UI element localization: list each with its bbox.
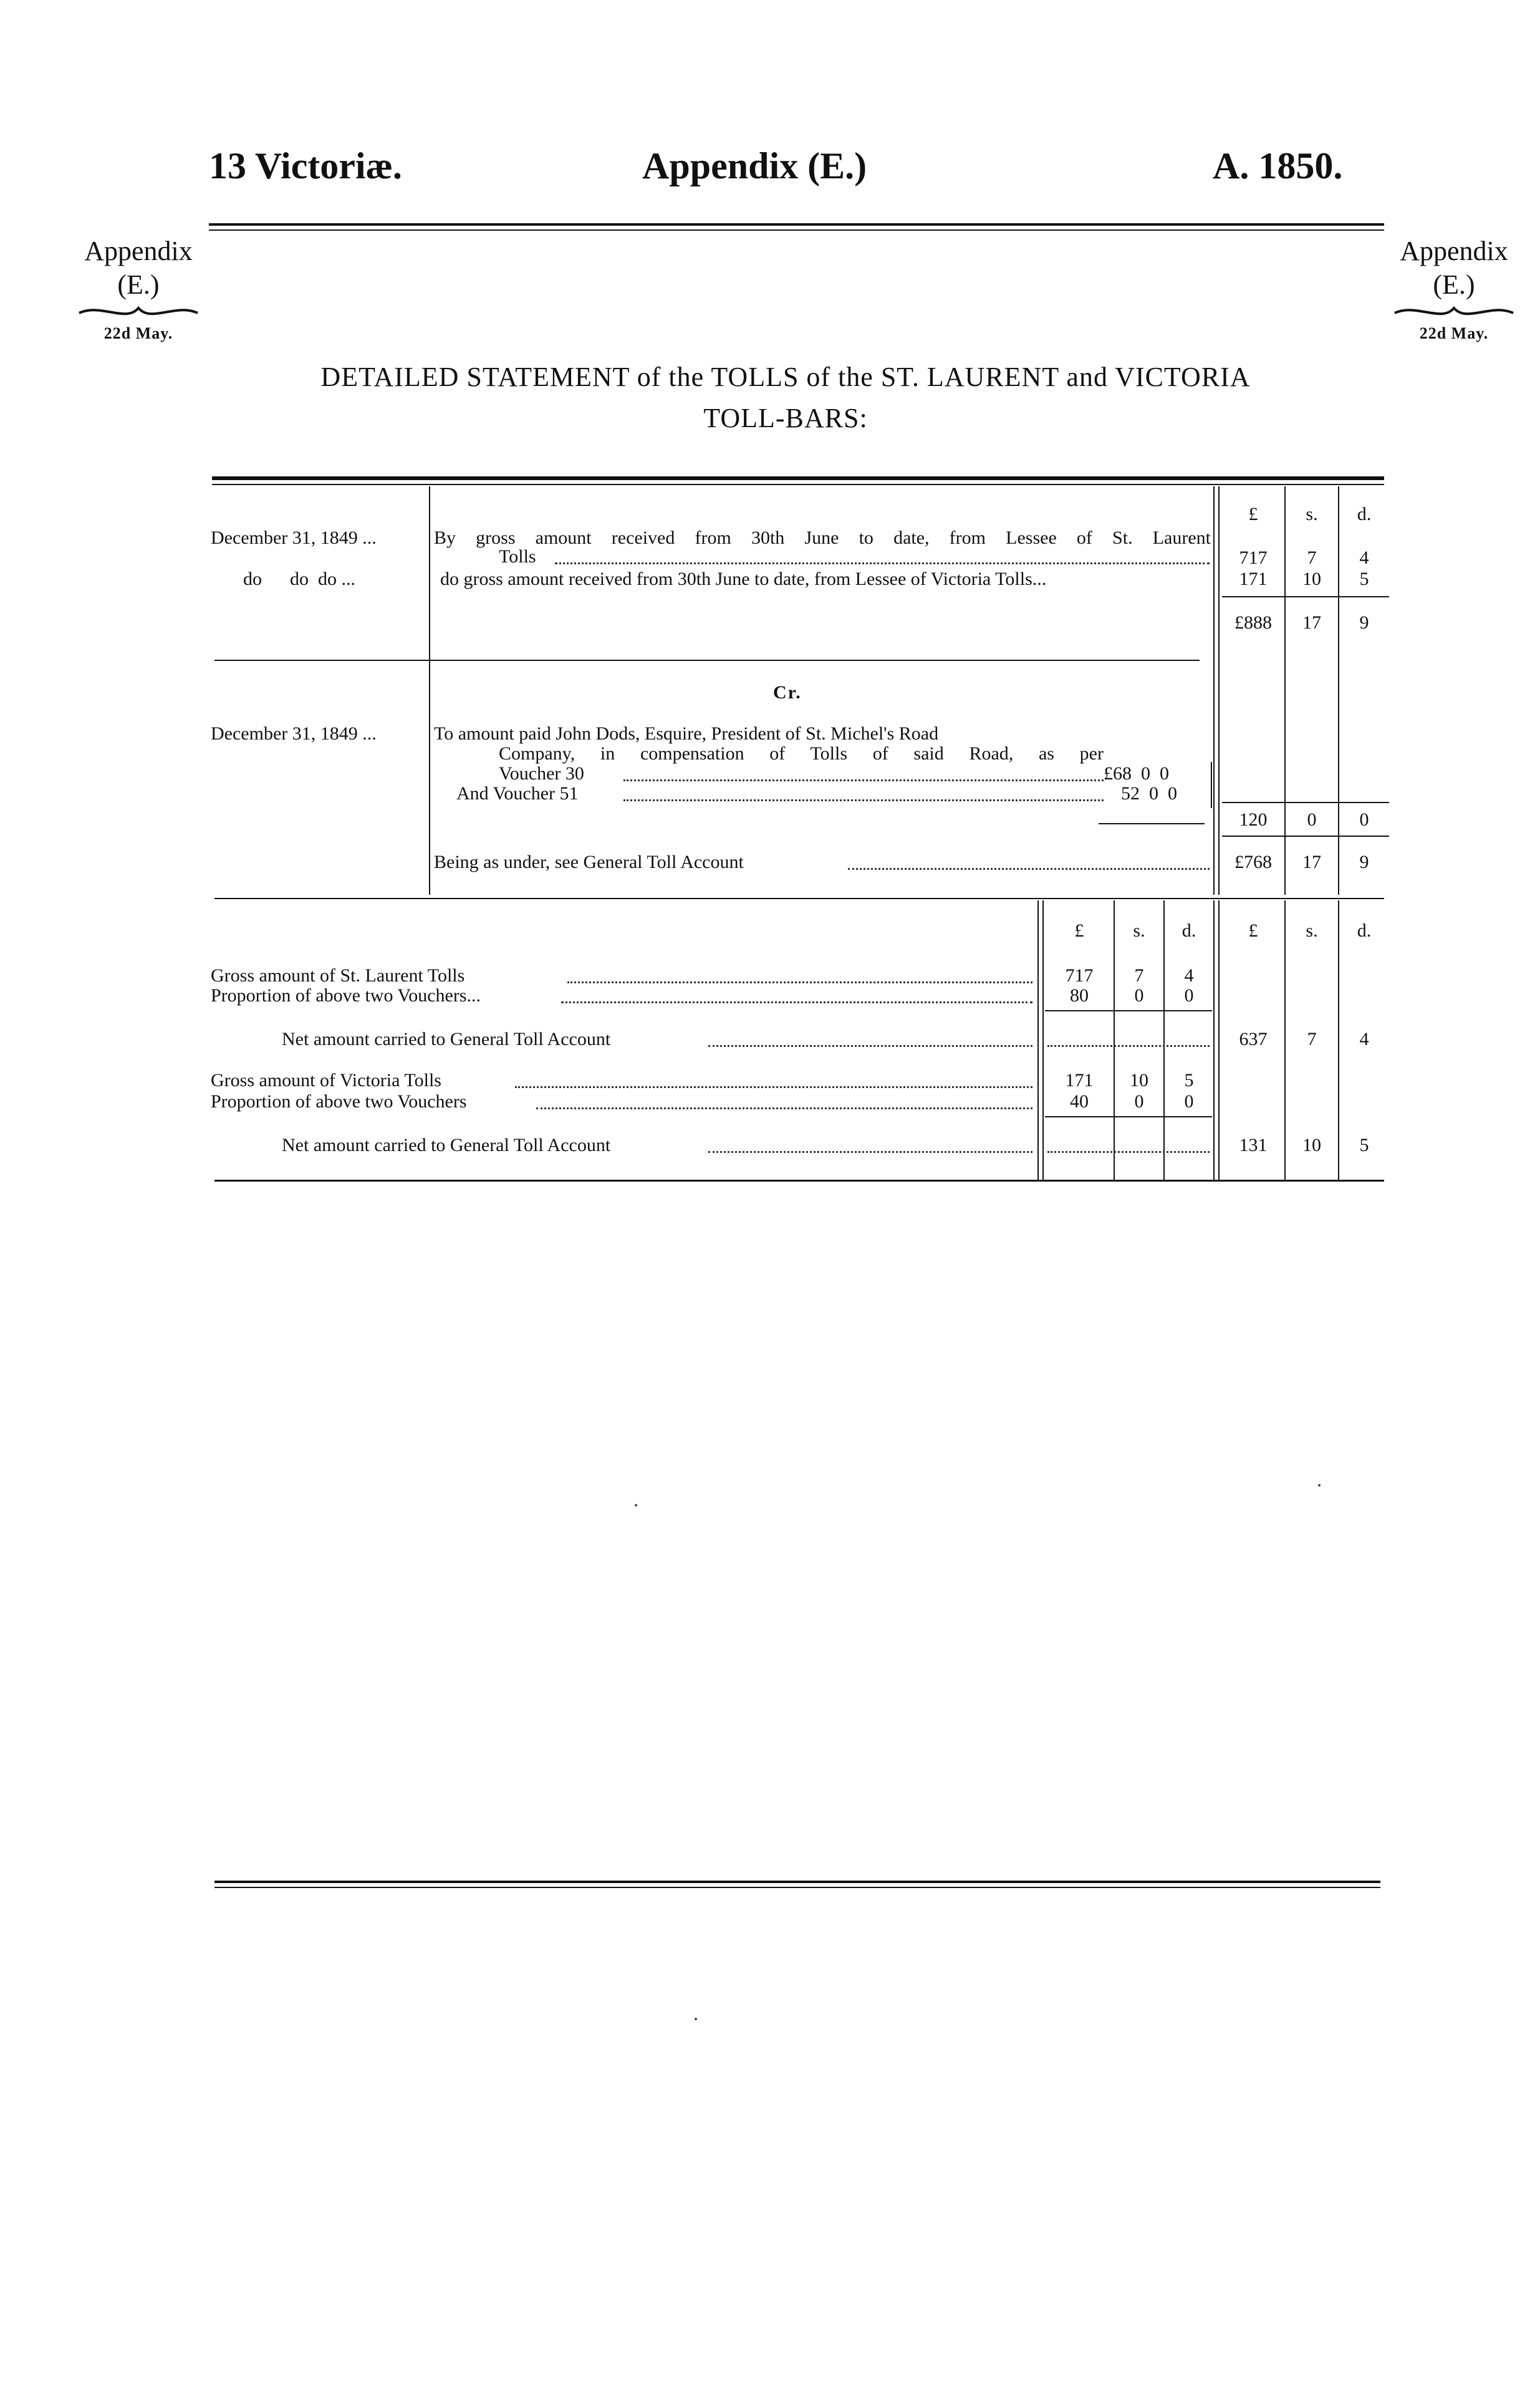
- dist-row-1-shillings: 7: [1134, 965, 1144, 986]
- footer-rule-top: [214, 1881, 1380, 1883]
- date-column-rule: [429, 486, 430, 895]
- header-center: Appendix (E.): [642, 145, 867, 186]
- table-middle-rule: [214, 898, 1384, 899]
- debit-row-2-date: do do do ...: [243, 569, 355, 589]
- header-left: 13 Victoriæ.: [209, 145, 402, 186]
- dist-row-3-pence: 4: [1359, 1029, 1369, 1049]
- voucher-amount-rule: [1211, 762, 1212, 808]
- leader-dots: [567, 981, 1032, 983]
- credit-line-3: Voucher 30: [499, 763, 584, 784]
- footer-rule-bottom: [214, 1887, 1380, 1888]
- lower-rule-d: [1213, 900, 1215, 1180]
- dist-row-5-shillings: 0: [1134, 1091, 1144, 1112]
- credit-heading: Cr.: [773, 682, 802, 703]
- title-line-2: TOLL-BARS:: [703, 403, 868, 433]
- debit-row-1-shillings: 7: [1307, 547, 1317, 568]
- scan-speck: [635, 1504, 637, 1506]
- debit-total-pounds: £888: [1234, 612, 1272, 633]
- dist-row-1-pence: 4: [1184, 965, 1194, 986]
- leader-dots: [708, 1045, 1032, 1047]
- dist-row-2-pounds: 80: [1070, 985, 1089, 1006]
- credit-date: December 31, 1849 ...: [211, 723, 377, 744]
- lower-shillings-head-2: s.: [1306, 920, 1318, 941]
- margin-note-left: [64, 234, 213, 343]
- debit-total-pence: 9: [1359, 612, 1369, 633]
- margin-note-date: 22d May.: [1419, 324, 1489, 342]
- dist-row-5-pence: 0: [1184, 1091, 1194, 1112]
- lower-rule-c: [1163, 900, 1165, 1180]
- dist-row-4-label: Gross amount of Victoria Tolls: [211, 1070, 441, 1091]
- lower-rule-b: [1114, 900, 1115, 1180]
- dist-row-4-pence: 5: [1184, 1070, 1194, 1091]
- dist-subtotal-rule-1: [1045, 1010, 1212, 1011]
- margin-note-right: [1379, 234, 1529, 343]
- lower-pence-head-2: d.: [1357, 920, 1372, 941]
- pounds-head: £: [1248, 504, 1258, 524]
- leader-dots: [515, 1086, 1032, 1088]
- debit-total-shillings: 17: [1302, 612, 1321, 633]
- debit-row-2-shillings: 10: [1302, 569, 1321, 589]
- credit-line-4-amount: 52 0 0: [1121, 783, 1177, 804]
- lower-pounds-head-2: £: [1248, 920, 1258, 941]
- dist-row-4-shillings: 10: [1130, 1070, 1148, 1091]
- title-line-1: DETAILED STATEMENT of the TOLLS of the ST. LAURENT and VICTORIA: [320, 362, 1251, 392]
- shillings-head: s.: [1306, 504, 1318, 524]
- brace-icon: [1392, 302, 1516, 324]
- credit-subtotal-shillings: 0: [1307, 809, 1317, 830]
- lower-rule-a2: [1042, 900, 1044, 1180]
- debit-row-2-text: do gross amount received from 30th June to date, from Lessee of Victoria Tolls...: [440, 569, 1047, 589]
- credit-subtotal-rule-top: [1222, 802, 1389, 803]
- credit-subtotal-rule: [1222, 836, 1389, 837]
- credit-line-1: To amount paid John Dods, Esquire, President of St. Michel's Road: [434, 723, 939, 744]
- credit-balance-label: Being as under, see General Toll Account: [434, 852, 744, 872]
- voucher-subtotal-rule: [1099, 823, 1205, 824]
- credit-line-3-amount: £68 0 0: [1104, 763, 1169, 784]
- lower-rule-d2: [1218, 900, 1220, 1180]
- credit-subtotal-pounds: 120: [1239, 809, 1268, 830]
- header-rule-top: [209, 223, 1384, 226]
- margin-note-section: (E.): [1433, 269, 1475, 300]
- dist-row-6-pounds: 131: [1239, 1135, 1268, 1155]
- dist-subtotal-rule-2: [1045, 1116, 1212, 1117]
- credit-line-2: Company, in compensation of Tolls of said Road, as per: [499, 743, 1104, 764]
- leader-dots: [555, 562, 1210, 564]
- margin-note-section: (E.): [117, 269, 160, 300]
- debit-row-2-pence: 5: [1359, 569, 1369, 589]
- debit-row-1-date: December 31, 1849 ...: [211, 528, 377, 548]
- leader-dots: [1047, 1045, 1210, 1047]
- credit-balance-pounds: £768: [1234, 852, 1272, 872]
- pence-head: d.: [1357, 504, 1372, 524]
- lower-rule-a: [1037, 900, 1039, 1180]
- leader-dots: [1047, 1151, 1210, 1153]
- credit-subtotal-pence: 0: [1359, 809, 1369, 830]
- dist-row-2-label: Proportion of above two Vouchers...: [211, 985, 481, 1006]
- margin-note-title: Appendix: [1400, 236, 1508, 266]
- credit-balance-pence: 9: [1359, 852, 1369, 872]
- table-rule-top-thin: [212, 484, 1384, 485]
- dist-row-2-shillings: 0: [1134, 985, 1144, 1006]
- credit-balance-shillings: 17: [1302, 852, 1321, 872]
- dist-row-3-pounds: 637: [1239, 1029, 1268, 1049]
- dist-row-6-pence: 5: [1359, 1135, 1369, 1155]
- leader-dots: [623, 799, 1104, 801]
- debit-row-1-pounds: 717: [1239, 547, 1268, 568]
- scan-speck: [695, 2018, 697, 2020]
- dist-row-2-pence: 0: [1184, 985, 1194, 1006]
- brace-icon: [76, 302, 201, 324]
- dist-row-5-pounds: 40: [1070, 1091, 1089, 1112]
- lower-pounds-head-1: £: [1074, 920, 1084, 941]
- dist-row-1-pounds: 717: [1065, 965, 1094, 986]
- margin-note-title: Appendix: [84, 236, 193, 266]
- table-rule-bottom: [214, 1180, 1384, 1182]
- credit-line-4: And Voucher 51: [456, 783, 579, 804]
- section-divider: [214, 660, 1200, 661]
- dist-row-4-pounds: 171: [1065, 1070, 1094, 1091]
- dist-row-6-label: Net amount carried to General Toll Account: [282, 1135, 611, 1155]
- debit-row-1-pence: 4: [1359, 547, 1369, 568]
- lower-pence-head-1: d.: [1181, 920, 1196, 941]
- header-rule-bottom: [209, 229, 1384, 231]
- leader-dots: [708, 1151, 1032, 1153]
- scan-speck: [1318, 1484, 1321, 1487]
- debit-row-2-pounds: 171: [1239, 569, 1268, 589]
- debit-total-rule: [1222, 596, 1389, 597]
- lower-shillings-head-1: s.: [1133, 920, 1145, 941]
- description-column-rule-2: [1218, 486, 1220, 895]
- table-rule-top: [212, 476, 1384, 480]
- leader-dots: [623, 779, 1104, 781]
- leader-dots: [848, 868, 1210, 870]
- statement-title: [187, 357, 1384, 439]
- header-right: A. 1850.: [1213, 145, 1343, 186]
- debit-row-1-text: By gross amount received from 30th June to date, from Lessee of St. Laurent: [434, 528, 1211, 548]
- dist-row-1-label: Gross amount of St. Laurent Tolls: [211, 965, 465, 986]
- leader-dots: [561, 1001, 1032, 1003]
- leader-dots: [536, 1107, 1032, 1109]
- dist-row-3-shillings: 7: [1307, 1029, 1317, 1049]
- dist-row-3-label: Net amount carried to General Toll Account: [282, 1029, 611, 1049]
- dist-row-5-label: Proportion of above two Vouchers: [211, 1091, 467, 1112]
- margin-note-date: 22d May.: [103, 324, 173, 342]
- dist-row-6-shillings: 10: [1302, 1135, 1321, 1155]
- description-column-rule: [1213, 486, 1215, 895]
- debit-row-1-text-2: Tolls: [499, 546, 536, 567]
